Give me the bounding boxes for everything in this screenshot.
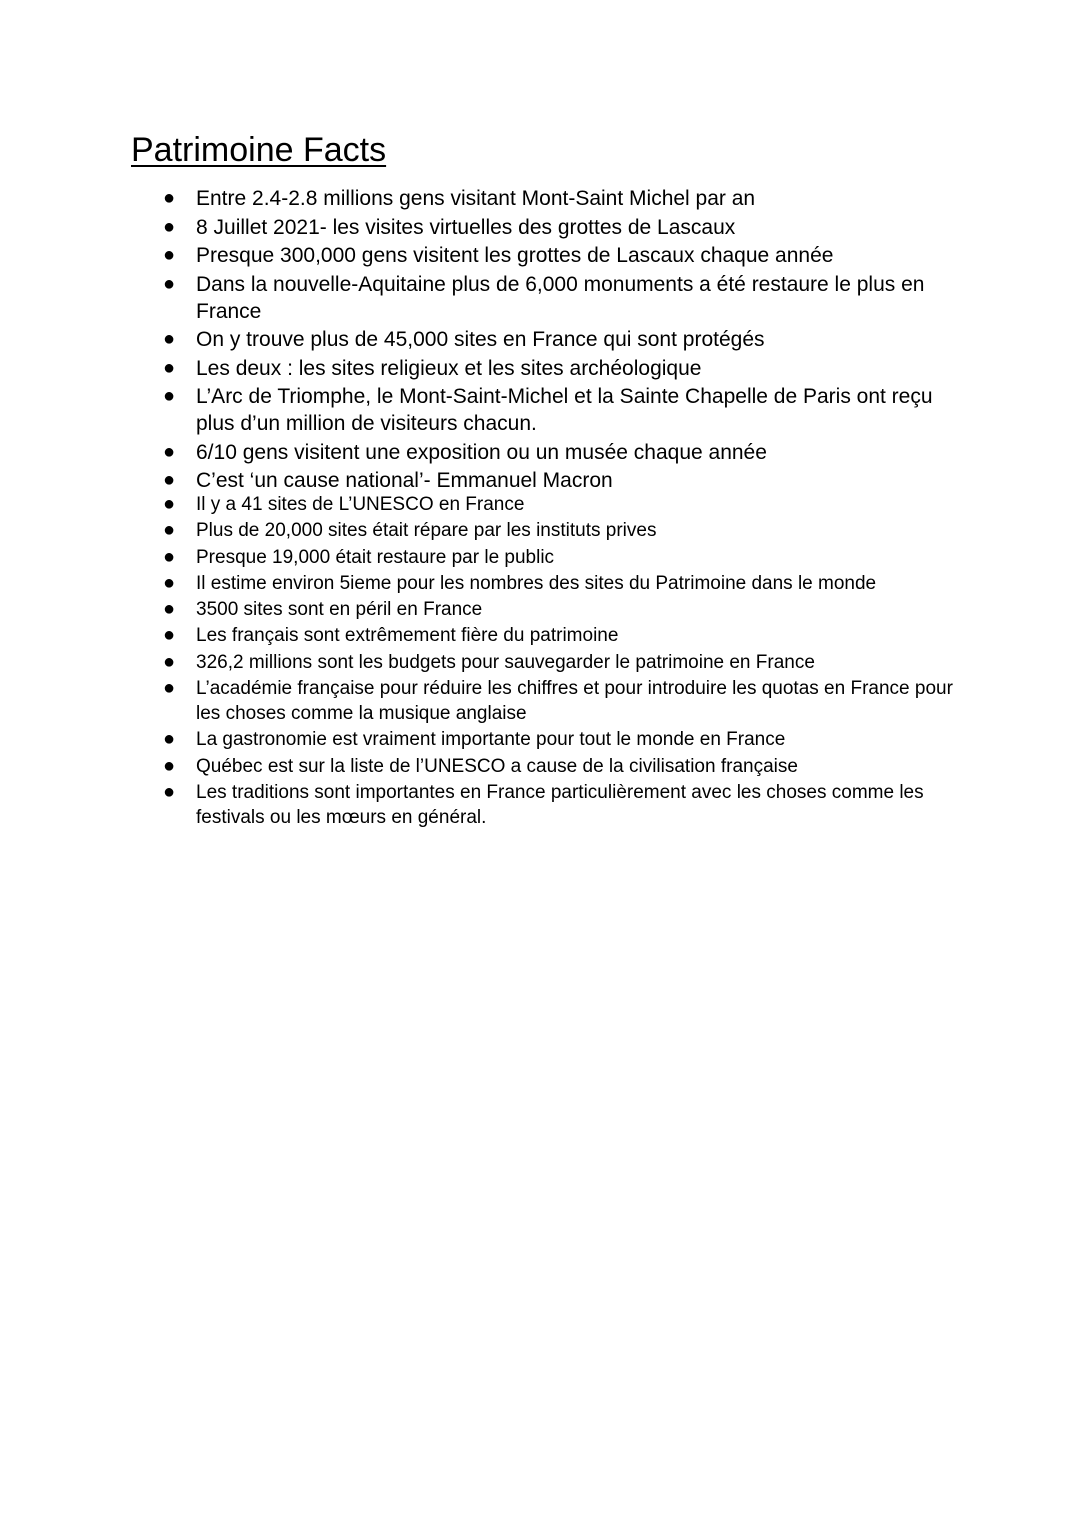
- bullet-icon: ●: [163, 244, 176, 266]
- list-item-text: L’académie française pour réduire les chiffres et pour introduire les quotas en France pour les choses comme la musique anglaise: [196, 678, 953, 725]
- bullet-icon: ●: [163, 493, 176, 515]
- list-item: [0, 545, 956, 570]
- list-item-text: 8 Juillet 2021- les visites virtuelles des grottes de Lascaux: [196, 215, 736, 239]
- bullet-icon: ●: [163, 328, 176, 350]
- bullet-icon: ●: [163, 650, 176, 673]
- bullet-icon: ●: [163, 728, 176, 751]
- list-item-text: 6/10 gens visitent une exposition ou un musée chaque année: [196, 440, 767, 464]
- page-title: Patrimoine Facts: [131, 131, 387, 169]
- list-item-text: Entre 2.4-2.8 millions gens visitant Mont-Saint Michel par an: [196, 187, 756, 210]
- list-item: [0, 676, 956, 726]
- list-item-text: Plus de 20,000 sites était répare par les instituts prives: [196, 520, 657, 542]
- list-item: [0, 242, 956, 269]
- list-item: [0, 355, 956, 382]
- bullet-icon: ●: [163, 677, 176, 700]
- list-item: [0, 518, 956, 543]
- list-item: [0, 492, 956, 517]
- bullet-icon: ●: [163, 519, 176, 542]
- bullet-icon: ●: [163, 272, 176, 295]
- list-item-text: Presque 19,000 était restaure par le public: [196, 546, 555, 568]
- list-item: [0, 439, 956, 466]
- list-item-text: Les français sont extrêmement fière du patrimoine: [196, 625, 619, 647]
- bullet-icon: ●: [163, 356, 176, 379]
- list-item-text: On y trouve plus de 45,000 sites en France qui sont protégés: [196, 328, 765, 351]
- list-item: [0, 326, 956, 353]
- list-item-text: Il y a 41 sites de L’UNESCO en France: [196, 494, 525, 515]
- bullet-icon: ●: [163, 440, 176, 463]
- list-item-text: Les deux : les sites religieux et les sites archéologique: [196, 356, 702, 380]
- list-item-text: C’est ‘un cause national’- Emmanuel Macron: [196, 469, 613, 492]
- list-item-text: 326,2 millions sont les budgets pour sauvegarder le patrimoine en France: [196, 651, 815, 673]
- facts-list-small: [0, 492, 1000, 831]
- list-item-text: La gastronomie est vraiment importante pour tout le monde en France: [196, 729, 786, 751]
- list-item: [0, 571, 956, 596]
- list-item: [0, 271, 956, 325]
- bullet-icon: ●: [163, 187, 176, 209]
- list-item-text: 3500 sites sont en péril en France: [196, 599, 483, 621]
- list-item: [0, 623, 956, 648]
- bullet-icon: ●: [163, 571, 176, 594]
- list-item-text: Les traditions sont importantes en France particulièrement avec les choses comme les festivals ou les mœurs en général.: [196, 781, 924, 828]
- list-item: [0, 727, 956, 752]
- list-item: [0, 214, 956, 241]
- bullet-icon: ●: [163, 780, 176, 803]
- list-item: [0, 754, 956, 779]
- bullet-icon: ●: [163, 385, 176, 407]
- list-item-text: Dans la nouvelle-Aquitaine plus de 6,000 monuments a été restaure le plus en France: [196, 272, 925, 323]
- list-item: [0, 185, 956, 212]
- bullet-icon: ●: [163, 545, 176, 568]
- list-item: [0, 780, 956, 830]
- bullet-icon: ●: [163, 754, 176, 777]
- list-item: [0, 383, 956, 437]
- list-item-text: Il estime environ 5ieme pour les nombres des sites du Patrimoine dans le monde: [196, 572, 877, 594]
- list-item: [0, 467, 956, 494]
- bullet-icon: ●: [163, 624, 176, 647]
- bullet-icon: ●: [163, 215, 176, 238]
- list-item-text: L’Arc de Triomphe, le Mont-Saint-Michel et la Sainte Chapelle de Paris ont reçu plus d’un million de visiteurs chacun.: [196, 385, 933, 435]
- bullet-icon: ●: [163, 598, 176, 621]
- list-item-text: Presque 300,000 gens visitent les grottes de Lascaux chaque année: [196, 244, 834, 267]
- list-item: [0, 597, 956, 622]
- bullet-icon: ●: [163, 469, 176, 491]
- facts-list-large: [0, 185, 1000, 496]
- list-item-text: Québec est sur la liste de l’UNESCO a cause de la civilisation française: [196, 755, 798, 777]
- list-item: [0, 650, 956, 675]
